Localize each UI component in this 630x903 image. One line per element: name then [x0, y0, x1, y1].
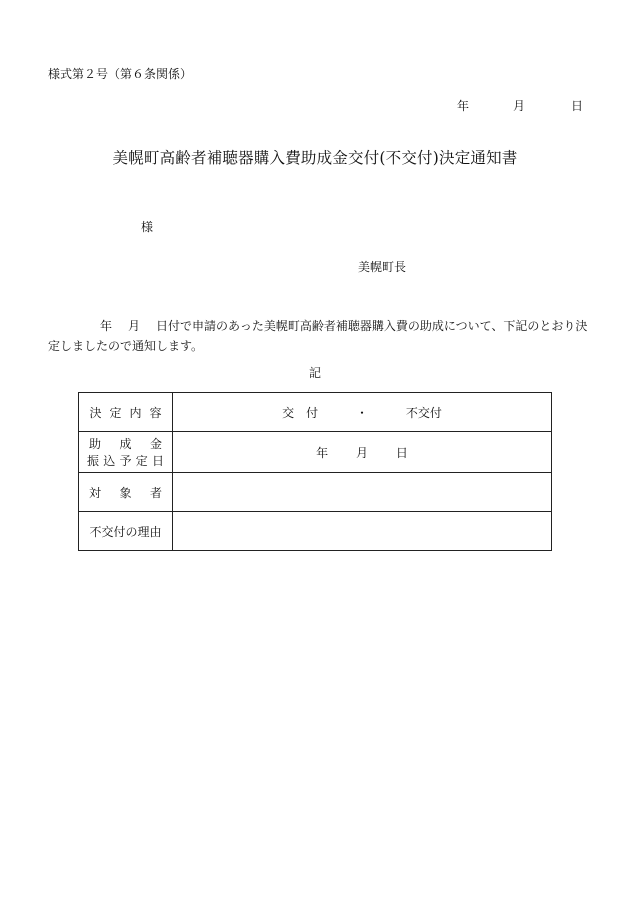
- table-row-decision: [79, 393, 552, 432]
- issuer-name: 美幌町長: [358, 260, 407, 274]
- label-char: 成: [119, 437, 132, 451]
- decision-label-cell: [79, 393, 173, 432]
- subject-value-cell[interactable]: [173, 473, 552, 512]
- label-char: 日: [151, 454, 164, 468]
- option-separator: ・: [355, 405, 368, 420]
- label-char: 振: [87, 454, 100, 468]
- date-month-label: 月: [513, 99, 526, 113]
- recipient-honorific: 様: [141, 220, 154, 234]
- option-grant[interactable]: 交 付: [282, 405, 319, 420]
- label-char: 対: [89, 485, 102, 500]
- subject-label-cell: [79, 473, 173, 512]
- decision-label: 決定内容: [89, 405, 170, 420]
- date-year-label: 年: [457, 99, 470, 113]
- table-row-deny-reason: [79, 512, 552, 551]
- document-title: 美幌町高齢者補聴器購入費助成金交付(不交付)決定通知書: [112, 149, 518, 167]
- form-number: 様式第２号（第６条関係）: [48, 67, 193, 81]
- decision-value-cell[interactable]: [173, 393, 552, 432]
- table-row-transfer-date: [79, 432, 552, 473]
- transfer-label-line1: [79, 435, 172, 452]
- ki-heading: 記: [309, 366, 322, 380]
- label-char: 者: [149, 485, 162, 500]
- transfer-day-label: 日: [395, 445, 408, 460]
- deny-reason-label: 不交付の理由: [89, 524, 162, 539]
- body-year: 年: [100, 319, 113, 333]
- deny-reason-value-cell[interactable]: [173, 512, 552, 551]
- label-char: 助: [89, 437, 102, 451]
- transfer-month-label: 月: [355, 445, 368, 460]
- body-month: 月: [128, 319, 141, 333]
- subject-label: [79, 484, 172, 501]
- table-row-subject: [79, 473, 552, 512]
- decision-table: [78, 392, 552, 551]
- label-char: 定: [135, 454, 148, 468]
- label-char: 予: [119, 454, 132, 468]
- date-day-label: 日: [571, 99, 584, 113]
- label-char: 込: [103, 454, 116, 468]
- transfer-date-label-cell: [79, 432, 173, 473]
- body-text: 日付で申請のあった美幌町高齢者補聴器購入費の助成について、下記のとおり決定しましたので通知します。: [48, 319, 588, 353]
- deny-reason-label-cell: [79, 512, 173, 551]
- transfer-date-value-cell[interactable]: [173, 432, 552, 473]
- label-char: 象: [119, 485, 132, 500]
- transfer-label-line2: [79, 452, 172, 469]
- transfer-year-label: 年: [316, 445, 329, 460]
- option-deny[interactable]: 不交付: [405, 405, 442, 420]
- label-char: 金: [149, 437, 162, 451]
- notice-body: [48, 316, 588, 356]
